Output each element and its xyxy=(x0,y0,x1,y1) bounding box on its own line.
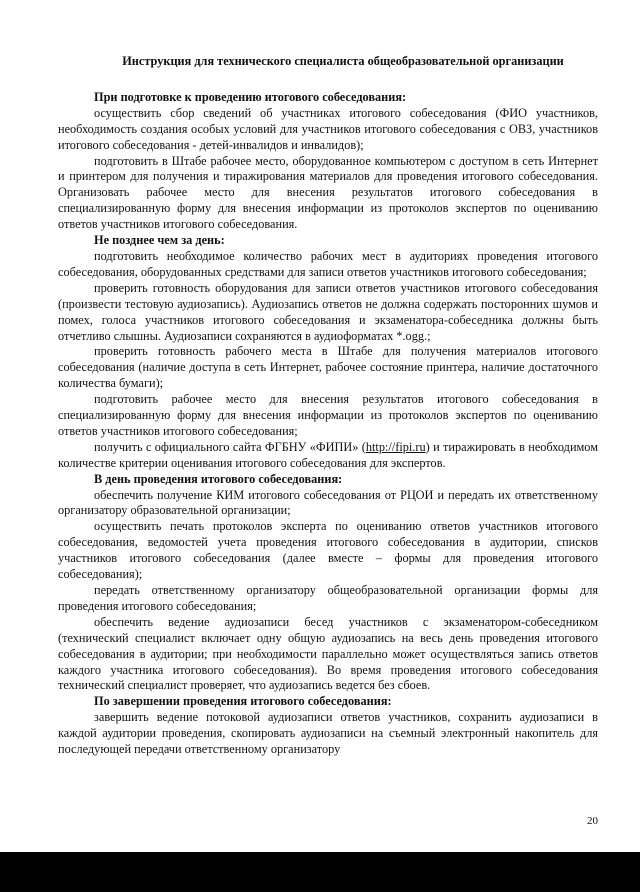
section-heading: Не позднее чем за день: xyxy=(94,233,225,248)
document-page xyxy=(58,48,598,758)
section-completion xyxy=(58,694,598,758)
paragraph: подготовить необходимое количество рабочих мест в аудиториях проведения итогового собеседования, оборудованных средствами для записи ответов участников итогового собеседования; xyxy=(58,248,598,279)
paragraph-fipi xyxy=(58,440,598,472)
section-heading: При подготовке к проведению итогового собеседования: xyxy=(94,89,407,104)
page-number: 20 xyxy=(587,815,598,827)
paragraph: проверить готовность рабочего места в Штабе для получения материалов итогового собеседования (наличие доступа в сеть Интернет, рабочее состояние принтера, наличие достаточного количества бумаги); xyxy=(58,344,598,391)
paragraph: обеспечить получение КИМ итогового собеседования от РЦОИ и передать их ответственному организатору образовательной организации; xyxy=(58,487,598,518)
section-heading: В день проведения итогового собеседования: xyxy=(94,471,343,486)
section-day-before xyxy=(58,233,598,472)
fipi-text-after: ) и тиражировать в необходимом количестве критерии оценивания итогового собеседования для экспертов. xyxy=(58,439,598,470)
paragraph: передать ответственному организатору общеобразовательной организации формы для проведения итогового собеседования; xyxy=(58,583,598,613)
paragraph: обеспечить ведение аудиозаписи бесед участников с экзаменатором-собеседником (технический специалист включает одну общую аудиозапись на весь день проведения итогового собеседования в аудитории; при необходимости параллельно может осуществляться запись ответов каждого участника итогового собеседования). Во время проведения итогового собеседования технический специалист проверяет, что аудиозапись ведется без сбоев. xyxy=(58,614,598,693)
paragraph: проверить готовность оборудования для записи ответов участников итогового собеседования (произвести тестовую аудиозапись). Аудиозапись ответов не должна содержать посторонних шумов и помех, голоса участников итогового собеседования и экзаменатора-собеседника должны быть отчетливо слышны. Аудиозаписи сохраняются в аудиоформатах *.ogg.; xyxy=(58,280,598,343)
document-title: Инструкция для технического специалиста общеобразовательной организации xyxy=(122,54,564,68)
section-preparation xyxy=(58,90,598,233)
section-exam-day xyxy=(58,472,598,695)
paragraph: осуществить сбор сведений об участниках итогового собеседования (ФИО участников, необходимость создания особых условий для участников итогового собеседования с ОВЗ, участников итогового собеседования - детей-инвалидов и инвалидов); xyxy=(58,105,598,152)
paragraph: завершить ведение потоковой аудиозаписи ответов участников, сохранить аудиозаписи в каждой аудитории проведения, скопировать аудиозаписи на съемный электронный накопитель для последующей передачи ответственному организатору xyxy=(58,710,598,757)
section-heading: По завершении проведения итогового собеседования: xyxy=(94,694,392,709)
paragraph: осуществить печать протоколов эксперта по оцениванию ответов участников итогового собеседования, ведомостей учета проведения итогового собеседования в аудитории, списков участников итогового собеседования (далее вместе – формы для проведения итогового собеседования); xyxy=(58,519,598,582)
paragraph: подготовить рабочее место для внесения результатов итогового собеседования в специализированную форму для внесения информации из протоколов экспертов по оцениванию ответов участников итогового собеседования; xyxy=(58,392,598,438)
fipi-text-before: получить с официального сайта ФГБНУ «ФИПИ» ( xyxy=(94,439,366,454)
fipi-link[interactable]: http://fipi.ru xyxy=(365,439,426,454)
paragraph: подготовить в Штабе рабочее место, оборудованное компьютером с доступом в сеть Интернет и принтером для получения и тиражирования материалов для проведения итогового собеседования. Организовать рабочее место для внесения результатов итогового собеседования в специализированную форму для внесения информации из протоколов экспертов по оцениванию ответов участников итогового собеседования. xyxy=(58,153,598,232)
scan-bottom-border xyxy=(0,852,640,892)
